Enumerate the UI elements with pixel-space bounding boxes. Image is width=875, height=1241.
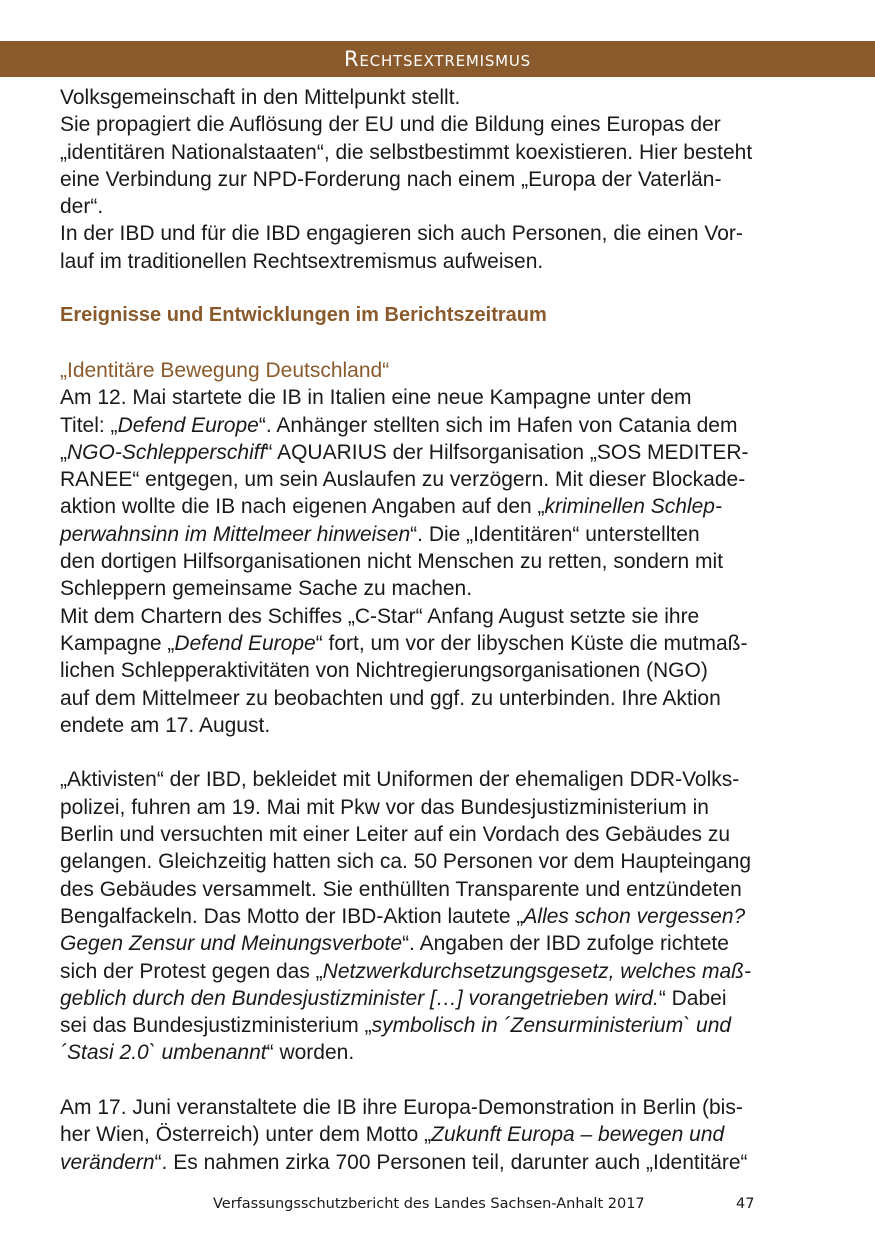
text-line: [60, 412, 820, 439]
text-run: her Wien, Österreich) unter dem Motto „: [60, 1123, 432, 1147]
text-run: sei das Bundesjustizministerium „: [60, 1014, 372, 1038]
text-line: [60, 985, 820, 1012]
text-run: auf dem Mittelmeer zu beobachten und ggf. zu unterbinden. Ihre Aktion: [60, 686, 721, 710]
text-line: Sie propagiert die Auflösung der EU und die Bildung eines Europas der: [60, 113, 721, 137]
text-line: [60, 1094, 820, 1121]
text-run: “ worden.: [266, 1041, 355, 1065]
italic-text-run: Netzwerkdurchsetzungsgesetz, welches maß-: [322, 959, 751, 983]
text-line: [60, 603, 820, 630]
text-run: “ AQUARIUS der Hilfsorganisation „SOS MEDITER-: [265, 440, 749, 464]
italic-text-run: Alles schon vergessen?: [523, 904, 746, 928]
italic-text-run: symbolisch in ´Zensurministerium` und: [371, 1014, 732, 1038]
paragraph-spacer: [60, 275, 820, 302]
text-run: “. Es nahmen zirka 700 Personen teil, darunter auch „Identitäre“: [154, 1150, 748, 1174]
text-run: Mit dem Chartern des Schiffes „C-Star“ Anfang August setzte sie ihre: [60, 604, 700, 628]
text-line: [60, 1039, 820, 1066]
text-run: “. Angaben der IBD zufolge richtete: [402, 932, 729, 956]
text-line: [60, 384, 820, 411]
text-line: [60, 794, 820, 821]
text-line: [60, 439, 820, 466]
text-line: [60, 493, 820, 520]
text-line: [60, 903, 820, 930]
text-run: sich der Protest gegen das „: [60, 959, 323, 983]
italic-text-run: verändern: [60, 1150, 155, 1174]
text-line: [60, 521, 820, 548]
text-run: Berlin und versuchten mit einer Leiter auf ein Vordach des Gebäudes zu: [60, 823, 731, 847]
text-line: [60, 548, 820, 575]
text-line: [60, 657, 820, 684]
italic-text-run: Gegen Zensur und Meinungsverbote: [60, 932, 403, 956]
subsection-heading: „Identitäre Bewegung Deutschland“: [60, 358, 390, 382]
text-run: “ Dabei: [658, 986, 727, 1010]
paragraph-europe-demo: [60, 1094, 820, 1176]
text-run: RANEE“ entgegen, um sein Auslaufen zu verzögern. Mit dieser Blockade-: [60, 468, 746, 492]
text-line: [60, 712, 820, 739]
paragraph-intro: [60, 84, 820, 275]
italic-text-run: Zukunft Europa – bewegen und: [431, 1123, 725, 1147]
text-line: Volksgemeinschaft in den Mittelpunkt stellt.: [60, 86, 461, 109]
paragraph-spacer: [60, 1067, 820, 1094]
italic-text-run: NGO-Schlepperschiff: [67, 440, 266, 464]
text-run: gelangen. Gleichzeitig hatten sich ca. 50 Personen vor dem Haupteingang: [60, 850, 752, 874]
text-line: [60, 685, 820, 712]
text-line: In der IBD und für die IBD engagieren sich auch Personen, die einen Vor-: [60, 222, 743, 246]
text-run: “. Die „Identitären“ unterstellten: [410, 522, 700, 546]
text-run: lichen Schlepperaktivitäten von Nichtregierungsorganisationen (NGO): [60, 659, 708, 683]
text-run: Bengalfackeln. Das Motto der IBD-Aktion lautete „: [60, 904, 524, 928]
paragraph-spacer: [60, 739, 820, 766]
page-number: 47: [736, 1196, 755, 1212]
italic-text-run: ´Stasi 2.0` umbenannt: [60, 1041, 267, 1065]
text-run: „: [60, 440, 67, 464]
paragraph-ministry-protest: [60, 766, 820, 1066]
italic-text-run: geblich durch den Bundesjustizminister […] vorangetrieben wird.: [60, 986, 659, 1010]
text-line: [60, 930, 820, 957]
section-title: Rechtsextremismus: [344, 47, 531, 71]
text-line: [60, 466, 820, 493]
paragraph-defend-europe: [60, 384, 820, 739]
text-line: [60, 575, 820, 602]
text-run: Titel: „: [60, 413, 118, 437]
text-run: Am 12. Mai startete die IB in Italien eine neue Kampagne unter dem: [60, 386, 692, 410]
text-line: [60, 1149, 820, 1176]
text-run: aktion wollte die IB nach eigenen Angaben auf den „: [60, 495, 545, 519]
text-line: [60, 1121, 820, 1148]
italic-text-run: Defend Europe: [174, 631, 316, 655]
italic-text-run: perwahnsinn im Mittelmeer hinweisen: [60, 522, 411, 546]
text-run: Kampagne „: [60, 631, 175, 655]
text-run: “ fort, um vor der libyschen Küste die mutmaß-: [315, 631, 748, 655]
footer-report-title: Verfassungsschutzbericht des Landes Sachsen-Anhalt 2017: [213, 1196, 645, 1212]
text-run: des Gebäudes versammelt. Sie enthüllten Transparente und entzündeten: [60, 877, 742, 901]
text-run: Schleppern gemeinsame Sache zu machen.: [60, 577, 473, 601]
text-line: [60, 876, 820, 903]
text-line: lauf im traditionellen Rechtsextremismus aufweisen.: [60, 249, 544, 273]
text-line: [60, 1012, 820, 1039]
italic-text-run: Defend Europe: [117, 413, 259, 437]
text-run: „Aktivisten“ der IBD, bekleidet mit Uniformen der ehemaligen DDR-Volks-: [60, 768, 740, 792]
page-content: [60, 84, 820, 1176]
paragraph-spacer: [60, 330, 820, 357]
text-line: [60, 958, 820, 985]
text-line: [60, 821, 820, 848]
text-run: den dortigen Hilfsorganisationen nicht Menschen zu retten, sondern mit: [60, 550, 724, 574]
section-heading: Ereignisse und Entwicklungen im Berichtszeitraum: [60, 304, 547, 327]
text-run: polizei, fuhren am 19. Mai mit Pkw vor das Bundesjustizministerium in: [60, 795, 709, 819]
text-run: Am 17. Juni veranstaltete die IB ihre Europa-Demonstration in Berlin (bis-: [60, 1095, 743, 1119]
text-line: eine Verbindung zur NPD-Forderung nach einem „Europa der Vaterlän-: [60, 167, 722, 191]
italic-text-run: kriminellen Schlep-: [544, 495, 722, 519]
text-line: [60, 766, 820, 793]
header-bar: [0, 41, 875, 77]
text-run: endete am 17. August.: [60, 713, 271, 737]
text-line: „identitären Nationalstaaten“, die selbstbestimmt koexistieren. Hier besteht: [60, 140, 753, 164]
text-line: [60, 630, 820, 657]
text-line: [60, 848, 820, 875]
text-run: “. Anhänger stellten sich im Hafen von Catania dem: [258, 413, 738, 437]
text-line: der“.: [60, 195, 104, 219]
